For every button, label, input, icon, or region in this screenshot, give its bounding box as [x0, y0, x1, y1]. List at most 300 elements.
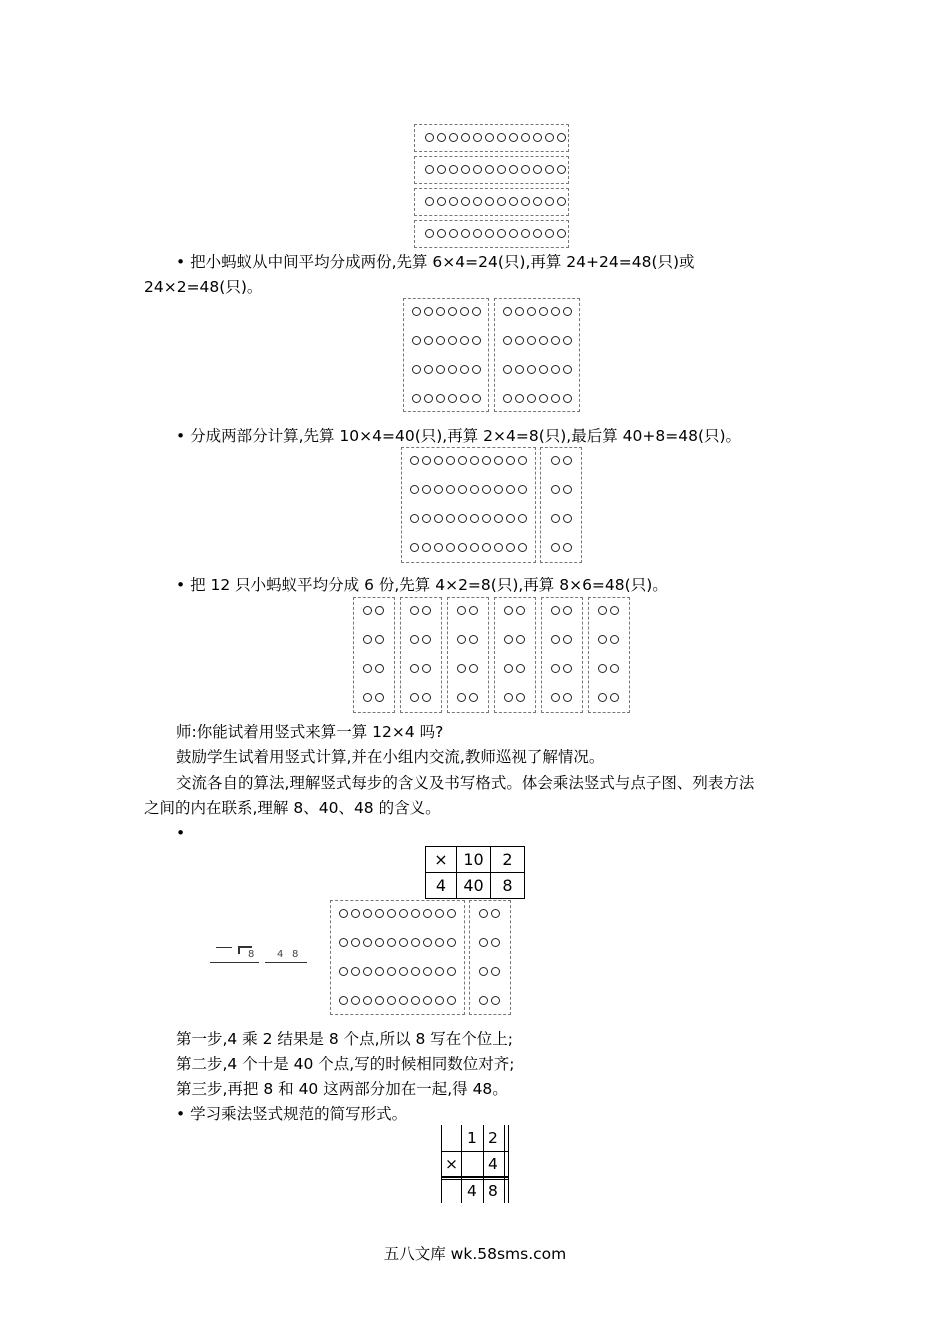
- dot: [521, 229, 530, 238]
- dot: [412, 365, 421, 374]
- dot: [461, 165, 470, 174]
- dot-row: [412, 336, 481, 345]
- dot: [412, 336, 421, 345]
- dot: [363, 635, 372, 644]
- dot: [375, 996, 384, 1005]
- para2: • 分成两部分计算,先算 10×4=40(只),再算 2×4=8(只),最后算 40+8=48(只)。: [176, 427, 742, 445]
- dot: [545, 229, 554, 238]
- dot: [375, 909, 384, 918]
- dot: [399, 909, 408, 918]
- dot: [469, 693, 478, 702]
- dot: [469, 664, 478, 673]
- dot-row: [457, 693, 478, 702]
- dot: [375, 635, 384, 644]
- para1-line2: 24×2=48(只)。: [144, 278, 263, 296]
- vline: [441, 1125, 442, 1203]
- dot-row: [479, 996, 500, 1005]
- dot: [563, 635, 572, 644]
- para3: • 把 12 只小蚂蚁平均分成 6 份,先算 4×2=8(只),再算 8×6=48(只)。: [176, 576, 668, 594]
- dot: [491, 967, 500, 976]
- dot: [435, 909, 444, 918]
- dot: [457, 635, 466, 644]
- sketch-digit: 4: [277, 949, 284, 960]
- dot-row: [503, 307, 572, 316]
- dot-row: [410, 456, 527, 465]
- dot: [437, 197, 446, 206]
- dot: [533, 133, 542, 142]
- dot: [518, 514, 527, 523]
- dot: [472, 394, 481, 403]
- dot: [473, 165, 482, 174]
- dot: [387, 967, 396, 976]
- dot: [551, 456, 560, 465]
- vertical-digit: 4: [467, 1182, 477, 1200]
- dot-row: [410, 606, 431, 615]
- dot: [410, 485, 419, 494]
- dot-group: [400, 597, 442, 713]
- dot: [545, 165, 554, 174]
- dot-row: [503, 394, 572, 403]
- vertical-digit: 1: [467, 1129, 477, 1147]
- dot: [551, 606, 560, 615]
- vline: [483, 1125, 484, 1203]
- dot: [472, 307, 481, 316]
- dot: [422, 456, 431, 465]
- dot: [485, 165, 494, 174]
- dot: [527, 307, 536, 316]
- dot: [472, 365, 481, 374]
- dot: [422, 514, 431, 523]
- dot: [497, 165, 506, 174]
- dot: [435, 938, 444, 947]
- dot: [351, 996, 360, 1005]
- dot: [533, 229, 542, 238]
- dot: [610, 693, 619, 702]
- dot: [563, 543, 572, 552]
- dot-row: [457, 606, 478, 615]
- dot: [436, 307, 445, 316]
- dot: [410, 664, 419, 673]
- dot: [497, 133, 506, 142]
- dot: [563, 307, 572, 316]
- dot: [563, 514, 572, 523]
- dot: [545, 197, 554, 206]
- dot: [410, 456, 419, 465]
- dot: [411, 909, 420, 918]
- dot-row: [410, 514, 527, 523]
- dot-row: [363, 664, 384, 673]
- dot: [563, 336, 572, 345]
- step2: 第二步,4 个十是 40 个点,写的时候相同数位对齐;: [176, 1055, 515, 1073]
- dot: [410, 543, 419, 552]
- dot-row: [551, 693, 572, 702]
- dot: [506, 543, 515, 552]
- dot-row: [410, 543, 527, 552]
- dot: [557, 197, 566, 206]
- dot: [551, 394, 560, 403]
- dot-row: [339, 967, 456, 976]
- dot: [539, 394, 548, 403]
- dot: [545, 133, 554, 142]
- dot: [423, 938, 432, 947]
- dot: [551, 664, 560, 673]
- dot: [375, 664, 384, 673]
- dot: [446, 543, 455, 552]
- dot: [506, 485, 515, 494]
- sketch-digit: 8: [292, 949, 299, 960]
- dot: [458, 485, 467, 494]
- dot: [515, 336, 524, 345]
- dot: [422, 635, 431, 644]
- dot: [598, 693, 607, 702]
- dot: [518, 485, 527, 494]
- dot: [447, 996, 456, 1005]
- dot: [516, 635, 525, 644]
- dot-row: [598, 664, 619, 673]
- dot-row: [503, 336, 572, 345]
- dot: [458, 514, 467, 523]
- dot-group-tens: [401, 447, 536, 563]
- dot: [610, 635, 619, 644]
- dot: [363, 938, 372, 947]
- dot: [399, 996, 408, 1005]
- dot: [449, 229, 458, 238]
- dot-row: [339, 938, 456, 947]
- dot: [563, 664, 572, 673]
- table-cell: 4: [425, 872, 457, 899]
- dot: [410, 635, 419, 644]
- dot: [363, 664, 372, 673]
- dot: [399, 967, 408, 976]
- dot: [425, 229, 434, 238]
- encourage-text: 鼓励学生试着用竖式计算,并在小组内交流,教师巡视了解情况。: [176, 748, 605, 766]
- dot: [551, 307, 560, 316]
- sketch-underline: [265, 962, 307, 963]
- dot: [412, 394, 421, 403]
- dot: [424, 336, 433, 345]
- dot: [516, 606, 525, 615]
- dot-figure-six-groups: [353, 597, 633, 713]
- dot: [387, 996, 396, 1005]
- dot: [458, 456, 467, 465]
- dot: [527, 336, 536, 345]
- dot-row: [412, 365, 481, 374]
- exchange-line2: 之间的内在联系,理解 8、40、48 的含义。: [144, 799, 441, 817]
- dot: [506, 514, 515, 523]
- dot-row: [410, 485, 527, 494]
- dot: [422, 606, 431, 615]
- dot: [375, 938, 384, 947]
- dot: [363, 606, 372, 615]
- dot: [470, 485, 479, 494]
- dot: [435, 996, 444, 1005]
- dot: [469, 635, 478, 644]
- dot: [425, 197, 434, 206]
- dot-row: [425, 133, 566, 142]
- dot: [375, 967, 384, 976]
- dot: [424, 394, 433, 403]
- dot-group: [447, 597, 489, 713]
- dot: [506, 456, 515, 465]
- dot-row: [410, 664, 431, 673]
- dot: [446, 456, 455, 465]
- dot-row: [363, 693, 384, 702]
- dot-row: [503, 365, 572, 374]
- dot-row: [425, 165, 566, 174]
- table-cell: 10: [456, 846, 491, 873]
- dot: [551, 365, 560, 374]
- dot-row: [551, 456, 572, 465]
- dot: [457, 664, 466, 673]
- dot: [411, 967, 420, 976]
- dot: [470, 514, 479, 523]
- dot-row: [551, 635, 572, 644]
- dot: [449, 197, 458, 206]
- dot: [485, 197, 494, 206]
- dot: [458, 543, 467, 552]
- dot: [375, 693, 384, 702]
- dot: [533, 197, 542, 206]
- dot: [563, 365, 572, 374]
- step1: 第一步,4 乘 2 结果是 8 个点,所以 8 写在个位上;: [176, 1030, 514, 1048]
- dot: [491, 996, 500, 1005]
- dot: [448, 336, 457, 345]
- dot: [472, 336, 481, 345]
- dot: [557, 165, 566, 174]
- dot: [497, 197, 506, 206]
- dot-row-box: [414, 188, 569, 216]
- dot: [527, 394, 536, 403]
- dot: [518, 456, 527, 465]
- dot: [447, 967, 456, 976]
- dot-group: [588, 597, 630, 713]
- step3: 第三步,再把 8 和 40 这两部分加在一起,得 48。: [176, 1080, 508, 1098]
- dot: [424, 365, 433, 374]
- dot-row: [598, 635, 619, 644]
- dot-group-left: [403, 298, 489, 412]
- dot: [448, 365, 457, 374]
- dot: [485, 133, 494, 142]
- dot: [482, 456, 491, 465]
- dot-group-ones-2: [469, 900, 511, 1015]
- dot: [446, 485, 455, 494]
- dot: [504, 664, 513, 673]
- sum-line: [441, 1176, 509, 1178]
- dot-row: [551, 606, 572, 615]
- dot: [375, 606, 384, 615]
- vline: [504, 1125, 505, 1203]
- dot: [473, 197, 482, 206]
- dot: [539, 307, 548, 316]
- dot-row: [410, 693, 431, 702]
- dot-row: [551, 485, 572, 494]
- dot: [437, 229, 446, 238]
- dot: [563, 693, 572, 702]
- dot: [436, 394, 445, 403]
- dot: [411, 996, 420, 1005]
- dot: [457, 606, 466, 615]
- dot: [425, 133, 434, 142]
- dot: [363, 693, 372, 702]
- dot: [387, 938, 396, 947]
- dot: [479, 967, 488, 976]
- dot: [470, 543, 479, 552]
- dot-row: [410, 635, 431, 644]
- dot: [422, 664, 431, 673]
- vertical-digit: 4: [488, 1155, 498, 1173]
- dot-row: [339, 909, 456, 918]
- dot: [515, 365, 524, 374]
- dot-group-ones: [540, 447, 582, 563]
- multiplication-table: [425, 846, 525, 900]
- dot: [363, 996, 372, 1005]
- dot: [515, 307, 524, 316]
- sketch-mark: [216, 947, 232, 951]
- dot: [504, 606, 513, 615]
- dot: [425, 165, 434, 174]
- dot: [482, 514, 491, 523]
- dot: [521, 165, 530, 174]
- dot: [518, 543, 527, 552]
- dot-row: [363, 606, 384, 615]
- dot: [551, 543, 560, 552]
- dot-group: [541, 597, 583, 713]
- dot: [422, 543, 431, 552]
- dot: [457, 693, 466, 702]
- dot: [470, 456, 479, 465]
- dot: [437, 133, 446, 142]
- dot: [479, 996, 488, 1005]
- dot-group-tens-2: [330, 900, 465, 1015]
- dot: [494, 456, 503, 465]
- sketch-digit: 8: [248, 949, 255, 960]
- dot: [503, 365, 512, 374]
- dot: [399, 938, 408, 947]
- dot: [461, 229, 470, 238]
- dot: [435, 967, 444, 976]
- dot-row: [479, 967, 500, 976]
- dot: [485, 229, 494, 238]
- dot: [410, 606, 419, 615]
- dot: [446, 514, 455, 523]
- learn-text: • 学习乘法竖式规范的简写形式。: [176, 1105, 408, 1123]
- dot: [494, 514, 503, 523]
- dot-row: [551, 543, 572, 552]
- dot-row: [598, 693, 619, 702]
- dot-row: [457, 664, 478, 673]
- vline: [508, 1125, 509, 1203]
- dot: [447, 909, 456, 918]
- dot: [598, 664, 607, 673]
- dot: [363, 909, 372, 918]
- dot: [469, 606, 478, 615]
- dot: [351, 938, 360, 947]
- dot: [494, 543, 503, 552]
- dot-row: [457, 635, 478, 644]
- dot: [551, 693, 560, 702]
- dot: [509, 229, 518, 238]
- vline: [461, 1125, 462, 1203]
- dot: [447, 938, 456, 947]
- dot: [436, 365, 445, 374]
- dot: [521, 197, 530, 206]
- dot: [504, 693, 513, 702]
- dot-row: [339, 996, 456, 1005]
- dot-row: [504, 606, 525, 615]
- dot: [434, 456, 443, 465]
- dot: [448, 394, 457, 403]
- dot-group-right: [494, 298, 580, 412]
- teacher-question: 师:你能试着用竖式来算一算 12×4 吗?: [176, 723, 444, 741]
- dot: [434, 485, 443, 494]
- dot: [460, 307, 469, 316]
- dot-row: [504, 635, 525, 644]
- dot: [436, 336, 445, 345]
- dot: [434, 543, 443, 552]
- dot: [551, 635, 560, 644]
- dot: [503, 394, 512, 403]
- dot: [423, 909, 432, 918]
- sketch-underline: [210, 962, 259, 963]
- dot: [473, 229, 482, 238]
- dot: [461, 133, 470, 142]
- dot: [491, 938, 500, 947]
- dot: [422, 693, 431, 702]
- dot: [515, 394, 524, 403]
- dot: [557, 229, 566, 238]
- dot: [460, 394, 469, 403]
- dot: [482, 543, 491, 552]
- dot: [527, 365, 536, 374]
- dot-row: [425, 229, 566, 238]
- dot-row: [479, 909, 500, 918]
- table-cell: 2: [490, 846, 525, 873]
- dot: [509, 133, 518, 142]
- dot-row: [425, 197, 566, 206]
- dot-row: [598, 606, 619, 615]
- dot: [363, 967, 372, 976]
- vertical-digit: 2: [488, 1129, 498, 1147]
- dot: [423, 967, 432, 976]
- bullet-marker: •: [176, 824, 186, 842]
- dot: [598, 635, 607, 644]
- dot-row: [504, 693, 525, 702]
- dot: [563, 606, 572, 615]
- exchange-line1: 交流各自的算法,理解竖式每步的含义及书写格式。体会乘法竖式与点子图、列表方法: [176, 774, 755, 792]
- dot-row: [551, 514, 572, 523]
- dot: [411, 938, 420, 947]
- dot: [610, 664, 619, 673]
- dot: [339, 967, 348, 976]
- dot: [479, 938, 488, 947]
- dot: [424, 307, 433, 316]
- dot-group: [353, 597, 395, 713]
- table-cell: 40: [456, 872, 491, 899]
- dot: [509, 197, 518, 206]
- vertical-multiplication: [441, 1125, 511, 1203]
- dot: [557, 133, 566, 142]
- dot: [539, 365, 548, 374]
- dot: [504, 635, 513, 644]
- dot: [598, 606, 607, 615]
- dot: [563, 394, 572, 403]
- dot: [539, 336, 548, 345]
- dot: [497, 229, 506, 238]
- dot: [533, 165, 542, 174]
- vertical-digit: 8: [488, 1182, 498, 1200]
- dot: [339, 938, 348, 947]
- dot-row: [479, 938, 500, 947]
